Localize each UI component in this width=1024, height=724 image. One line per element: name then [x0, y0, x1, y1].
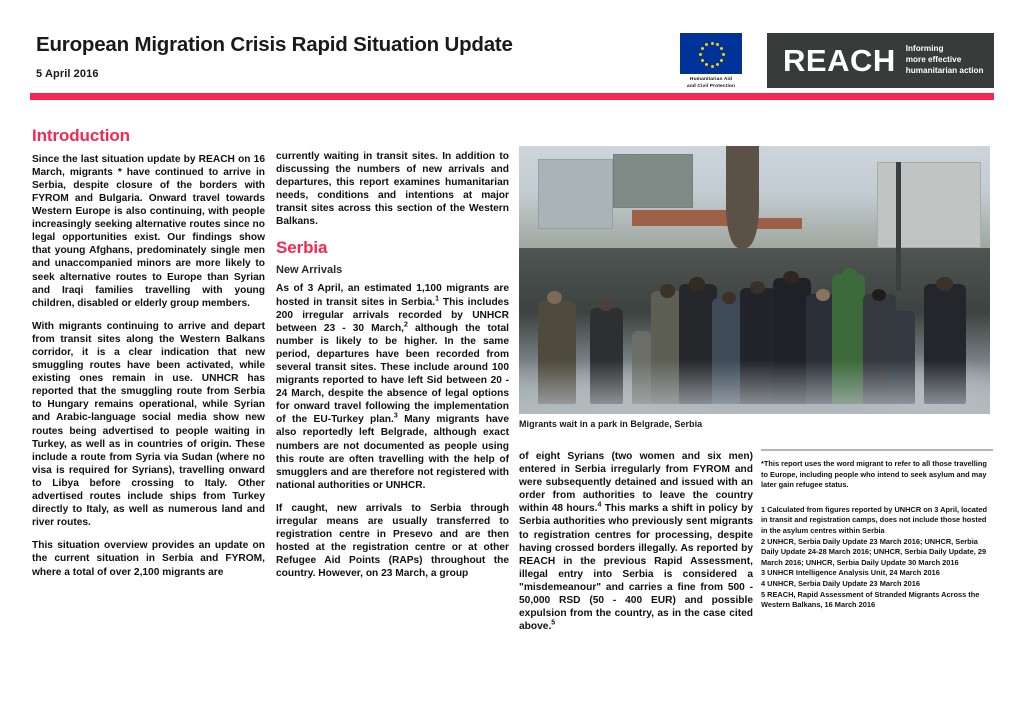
footnote-item: 1 Calculated from figures reported by UNHCR on 3 April, located in transit and registration camps, does not include those hosted in the asylum centres within Serbia — [761, 504, 987, 535]
eu-caption-line-2: and Civil Protection — [686, 82, 736, 88]
eu-humanitarian-aid-logo — [676, 33, 746, 86]
photo-tree-branches — [783, 146, 887, 226]
eu-star-icon — [699, 53, 702, 56]
footnote-list — [761, 505, 993, 611]
header-accent-rule — [30, 93, 994, 100]
document-header — [0, 0, 1024, 104]
footnote-item: 4 UNHCR, Serbia Daily Update 23 March 2016 — [761, 578, 920, 588]
reach-logo — [767, 33, 994, 88]
footnote-ref-5[interactable]: 5 — [551, 619, 556, 627]
eu-star-icon — [711, 42, 714, 45]
footnote-asterisk: *This report uses the word migrant to refer to all those travelling to Europe, including people who intend to seek asylum and may later gain refugee status. — [761, 459, 987, 490]
footnotes-divider — [761, 449, 993, 451]
serbia-paragraph-2: If caught, new arrivals to Serbia through irregular means are usually transferred to registration centre in Presevo and are then hosted at the registration centre or at other Refugee Aid Points (RAPs) throughout the country. However, on 23 March, a group — [276, 502, 509, 580]
eu-star-icon — [701, 59, 704, 62]
intro-paragraph-1: Since the last situation update by REACH on 16 March, migrants * have continued to arrive in Serbia, despite closure of the borders with FYROM and Bulgaria. Onward travel towards Western Europe is also continuing, with people increasingly seeking alternative routes since no legal opportunities exist. Our findings show that young Afghans, predominately single men and unaccompanied minors are more likely to seek alternative routes to Europe than Syrian and Iraqi families travelling with young children, disabled or elderly group members. — [32, 153, 265, 309]
reach-wordmark: REACH — [783, 43, 896, 78]
column-two — [276, 150, 509, 591]
serbia-p1-a: As of 3 April, an estimated 1,100 migrants are hosted in transit sites in Serbia. — [276, 283, 509, 308]
column-three — [519, 450, 753, 643]
eu-star-icon — [720, 59, 723, 62]
title-block — [36, 34, 513, 80]
footnote-ref-2[interactable]: 2 — [404, 321, 408, 329]
footnote-ref-3[interactable]: 3 — [393, 412, 398, 420]
column-one — [32, 127, 265, 589]
photo-person-head — [816, 289, 830, 301]
reach-tagline — [906, 44, 984, 76]
footnote-ref-4[interactable]: 4 — [597, 501, 602, 509]
footnotes-block — [761, 449, 993, 611]
eu-star-icon — [720, 47, 723, 50]
eu-star-icon — [716, 63, 719, 66]
serbia-p3-a: of eight Syrians (two women and six men) entered in Serbia irregularly from FYROM and were subsequently detained and issued with an order from authorities to leave the country within 48 hours. — [519, 451, 753, 515]
eu-flag-icon — [680, 33, 742, 74]
intro-paragraph-2: With migrants continuing to arrive and depart from transit sites along the Western Balkans corridor, it is a clear indication that new smuggling routes have been activated, while existing ones remain in use. UNHCR has reported that the smuggling route from Serbia to Hungary remains operational, while Syrian and Arabic-language social media show new routes being advertised to people waiting in Turkey, as well as in countries of origin. These include a route from Syria via Sudan (where no visa is required for Syrians), travelling onward to Libya before crossing to Italy. Other advertised routes include ships from Turkey directly to Italy, as well as numerous land and river routes. — [32, 320, 265, 529]
serbia-paragraph-3 — [519, 450, 753, 633]
reach-tagline-line-3: humanitarian action — [905, 65, 984, 75]
photo-person-head — [660, 284, 675, 297]
serbia-heading: Serbia — [276, 237, 328, 257]
footnote-item: 2 UNHCR, Serbia Daily Update 23 March 2016; UNHCR, Serbia Daily Update 24-28 March 2016; UNHCR, Serbia Daily Update, 29 March 2016; UNHCR, Serbia Daily Update 30 March 2016 — [761, 536, 987, 567]
photo-person-head — [689, 277, 705, 291]
footnote-item: 3 UNHCR Intelligence Analysis Unit, 24 March 2016 — [761, 568, 940, 578]
photo-tree-trunk — [726, 146, 759, 248]
eu-caption-line-1: Humanitarian Aid — [689, 76, 733, 82]
introduction-heading: Introduction — [32, 126, 130, 145]
intro-paragraph-3: This situation overview provides an update on the current situation in Serbia and FYROM, where a total of over 2,100 migrants are — [32, 540, 265, 578]
serbia-p3-b: This marks a shift in policy by Serbia authorities who previously sent migrants to registration centres for processing, despite having crossed borders illegally. As reported by REACH in the previous Rapid Assessment, illegal entry into Serbia is considered a "misdemeanour" and carries a fine from 500 - 50,000 RSD (50 - 400 EUR) and possible expulsion from the country, as in the case cited above. — [519, 503, 753, 633]
photo-caption: Migrants wait in a park in Belgrade, Serbia — [519, 419, 703, 429]
photo-building-3 — [877, 162, 981, 248]
footnote-item: 5 REACH, Rapid Assessment of Stranded Migrants Across the Western Balkans, 16 March 2016 — [761, 589, 980, 610]
eu-star-icon — [716, 43, 719, 46]
footnote-ref-1[interactable]: 1 — [435, 295, 440, 303]
photo-image — [519, 146, 990, 414]
serbia-p1-b: This includes 200 irregular arrivals recorded by UNHCR between 23 - 30 March, — [276, 296, 509, 334]
reach-tagline-line-2: more effective — [905, 55, 962, 65]
photo-person-head — [722, 292, 736, 304]
new-arrivals-subheading: New Arrivals — [276, 264, 343, 277]
serbia-paragraph-1 — [276, 282, 509, 492]
page-title: European Migration Crisis Rapid Situation Update — [36, 33, 513, 56]
eu-star-icon — [711, 65, 714, 68]
eu-star-icon — [705, 63, 708, 66]
eu-star-icon — [701, 47, 704, 50]
photo-roof-1 — [632, 210, 736, 226]
eu-star-icon — [705, 43, 708, 46]
reach-tagline-line-1: Informing — [905, 44, 944, 54]
photo-person-head — [599, 299, 613, 311]
eu-logo-caption — [664, 76, 759, 89]
photo-person-head — [936, 277, 953, 291]
photo-wet-ground — [519, 360, 990, 414]
intro-continuation: currently waiting in transit sites. In addition to discussing the numbers of new arrivals and departures, this report examines humanitarian needs, conditions and intentions at major transit sites across this section of the Western Balkans. — [276, 151, 509, 228]
publication-date: 5 April 2016 — [36, 67, 99, 80]
serbia-p1-d: Many migrants have also reportedly left Belgrade, although exact numbers are not documented as people using this route are often travelling with the help of smugglers and are therefore not registered with national authorities or UNHCR. — [276, 414, 510, 491]
serbia-p1-c: although the total number is likely to be higher. In the same period, departures have been recorded from several transit sites. These include around 100 migrants reported to have left Sid between 20 - 24 March, despite the absence of legal options for onward travel following the implementation of the EU-Turkey plan. — [276, 322, 510, 426]
eu-star-icon — [722, 53, 725, 56]
photo-building-1 — [538, 159, 613, 229]
photo-migrants-belgrade-park — [519, 146, 990, 414]
photo-person-head — [842, 268, 857, 281]
photo-building-2 — [613, 154, 693, 208]
